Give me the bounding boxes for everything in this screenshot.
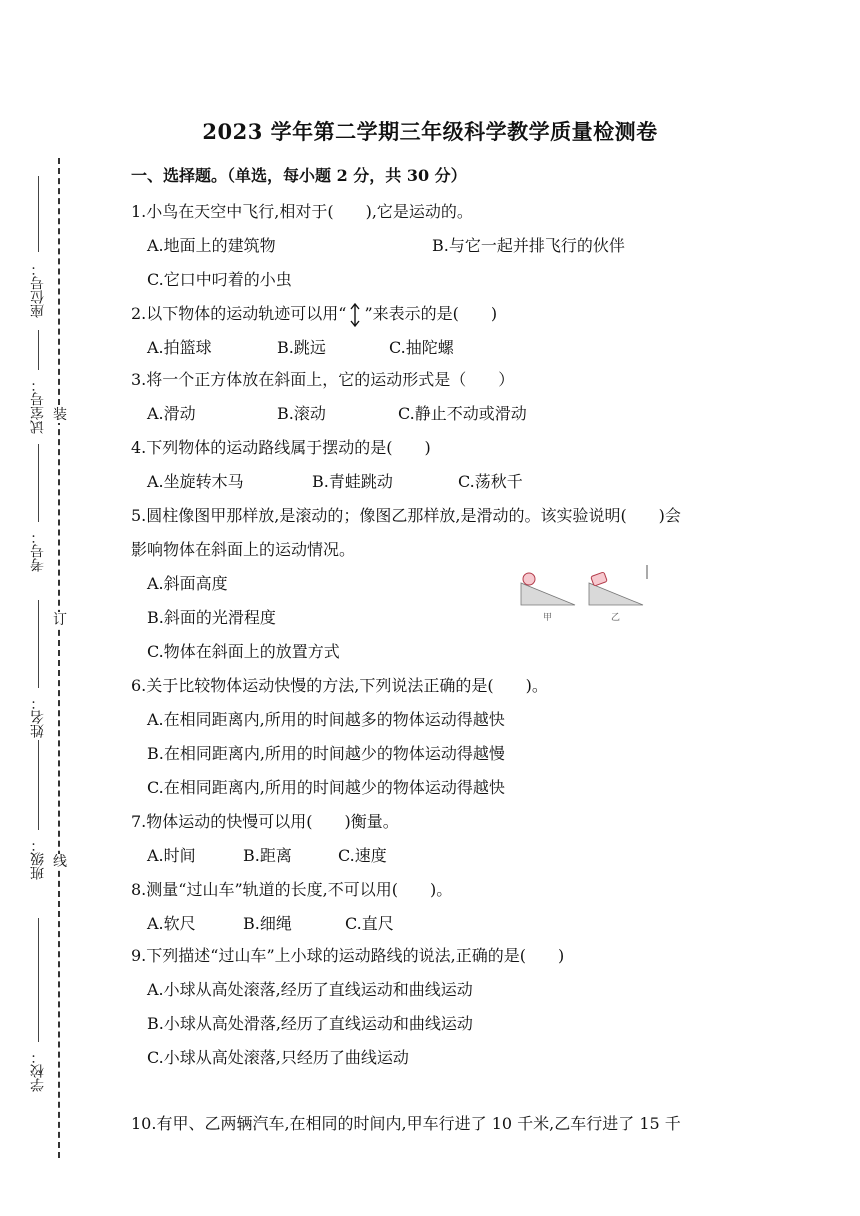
question-2-option-a: A.拍篮球 <box>147 338 212 357</box>
question-3-option-b: B.滚动 <box>277 404 326 423</box>
question-2-stem-after: ”来表示的是( ) <box>364 304 498 323</box>
cylinder-rolling-shape <box>523 573 535 585</box>
question-8-option-c: C.直尺 <box>345 914 394 933</box>
binding-char-zhuang: 装 <box>53 407 67 423</box>
cylinder-sliding-shape <box>591 572 608 586</box>
name-label: 姓名： <box>30 696 46 738</box>
question-2-stem <box>131 300 497 329</box>
question-6-stem: 6.关于比较物体运动快慢的方法,下列说法正确的是( )。 <box>131 676 548 695</box>
question-5-option-a: A.斜面高度 <box>147 574 228 593</box>
figure-label-yi: 乙 <box>611 613 621 623</box>
question-6-option-a: A.在相同距离内,所用的时间越多的物体运动得越快 <box>147 710 505 729</box>
question-1-option-c: C.它口中叼着的小虫 <box>147 270 292 289</box>
exam-number-blank <box>38 444 39 522</box>
question-2-option-b: B.跳远 <box>277 338 326 357</box>
binding-dashed-line <box>58 158 60 1158</box>
up-down-arrow-icon <box>348 301 362 329</box>
question-1-option-b: B.与它一起并排飞行的伙伴 <box>432 236 625 255</box>
binding-char-ding: 订 <box>53 612 67 628</box>
question-5-option-b: B.斜面的光滑程度 <box>147 608 276 627</box>
question-7-option-a: A.时间 <box>147 846 196 865</box>
seat-number-label: 座位号： <box>30 262 46 318</box>
question-3-option-a: A.滑动 <box>147 404 196 423</box>
exam-title: 2023 学年第二学期三年级科学教学质量检测卷 <box>202 119 658 144</box>
question-4-stem: 4.下列物体的运动路线属于摆动的是( ) <box>131 438 431 457</box>
section-heading: 一、选择题。（单选，每小题 2 分，共 30 分） <box>131 166 467 185</box>
question-10-stem: 10.有甲、乙两辆汽车,在相同的时间内,甲车行进了 10 千米,乙车行进了 15 千 <box>131 1114 681 1133</box>
question-3-option-c: C.静止不动或滑动 <box>398 404 527 423</box>
question-4-option-c: C.荡秋千 <box>458 472 523 491</box>
question-9-stem: 9.下列描述“过山车”上小球的运动路线的说法,正确的是( ) <box>131 946 565 965</box>
figure-label-jia: 甲 <box>543 613 553 623</box>
slope-a-shape <box>521 583 575 605</box>
seat-number-blank <box>38 176 39 252</box>
class-label: 班级： <box>30 838 46 880</box>
question-1-stem: 1.小鸟在天空中飞行,相对于( ),它是运动的。 <box>131 202 473 221</box>
question-8-option-a: A.软尺 <box>147 914 196 933</box>
question-9-option-c: C.小球从高处滚落,只经历了曲线运动 <box>147 1048 409 1067</box>
exam-number-label: 考号： <box>30 530 46 572</box>
question-7-option-c: C.速度 <box>338 846 387 865</box>
room-number-label: 试室号： <box>30 378 46 434</box>
question-9-option-b: B.小球从高处滑落,经历了直线运动和曲线运动 <box>147 1014 473 1033</box>
slope-b-shape <box>589 583 643 605</box>
question-8-stem: 8.测量“过山车”轨道的长度,不可以用( )。 <box>131 880 453 899</box>
question-4-option-b: B.青蛙跳动 <box>312 472 393 491</box>
question-2-option-c: C.抽陀螺 <box>389 338 454 357</box>
room-number-blank <box>38 330 39 370</box>
question-6-option-c: C.在相同距离内,所用的时间越少的物体运动得越快 <box>147 778 505 797</box>
name-blank <box>38 600 39 688</box>
binding-char-xian: 线 <box>53 854 67 870</box>
slope-experiment-figure <box>517 565 657 627</box>
question-3-stem: 3.将一个正方体放在斜面上，它的运动形式是（ ） <box>131 370 515 389</box>
question-5-stem-line-1: 5.圆柱像图甲那样放,是滚动的；像图乙那样放,是滑动的。该实验说明( )会 <box>131 506 681 525</box>
question-4-option-a: A.坐旋转木马 <box>147 472 244 491</box>
question-6-option-b: B.在相同距离内,所用的时间越少的物体运动得越慢 <box>147 744 505 763</box>
question-5-stem-line-2: 影响物体在斜面上的运动情况。 <box>131 540 356 559</box>
school-label: 学校： <box>30 1050 46 1092</box>
question-1-option-a: A.地面上的建筑物 <box>147 236 276 255</box>
class-blank <box>38 740 39 830</box>
question-7-option-b: B.距离 <box>243 846 292 865</box>
school-blank <box>38 918 39 1042</box>
question-9-option-a: A.小球从高处滚落,经历了直线运动和曲线运动 <box>147 980 473 999</box>
question-8-option-b: B.细绳 <box>243 914 292 933</box>
question-5-option-c: C.物体在斜面上的放置方式 <box>147 642 340 661</box>
question-2-stem-before: 2.以下物体的运动轨迹可以用“ <box>131 304 347 323</box>
question-7-stem: 7.物体运动的快慢可以用( )衡量。 <box>131 812 399 831</box>
